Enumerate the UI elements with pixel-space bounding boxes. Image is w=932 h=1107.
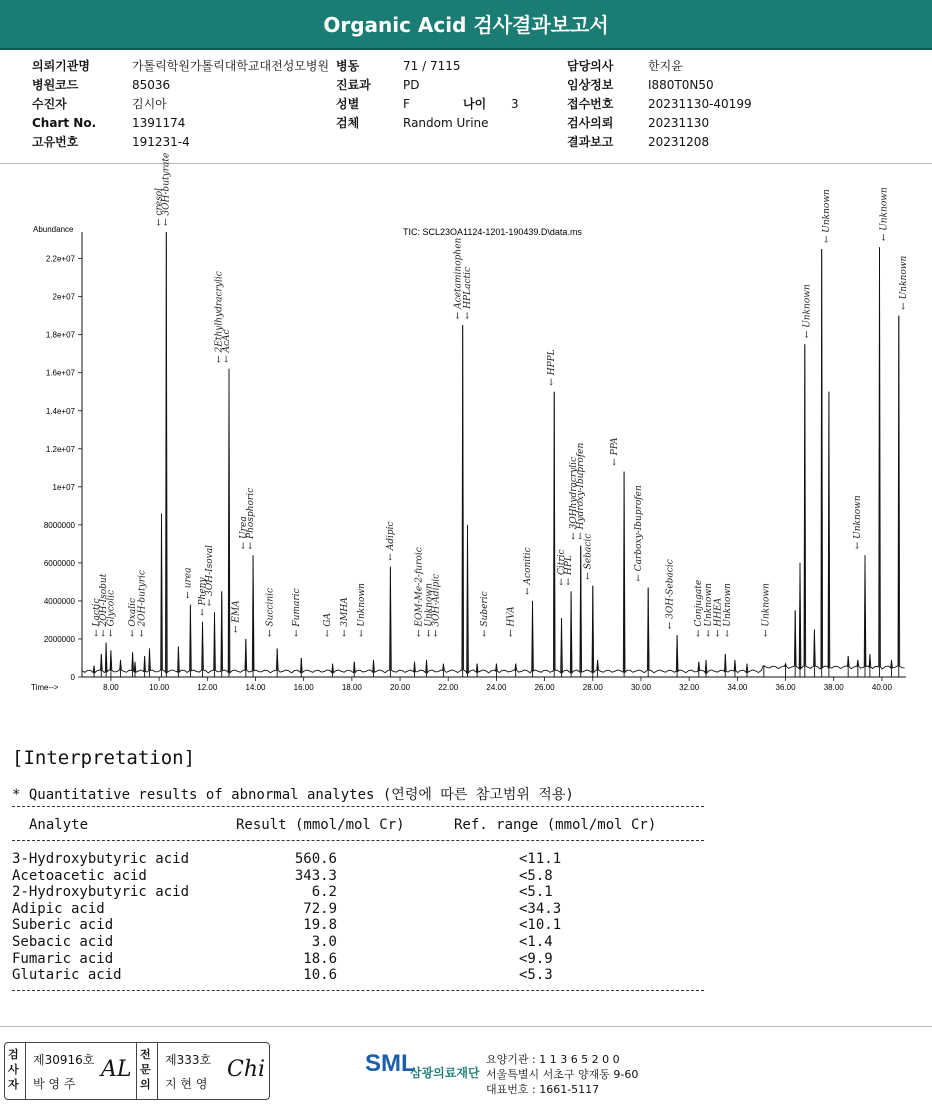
row-result: 560.6 — [294, 851, 337, 867]
report-title: Organic Acid 검사결과보고서 — [0, 0, 932, 50]
table-row — [12, 884, 712, 900]
peak-annotation: ← Oxalic — [128, 597, 138, 637]
peak-annotation: ← 3OH-Sebacic — [665, 559, 676, 630]
peak-annotation: ← HPPL — [547, 349, 558, 386]
x-tick-label: 8.00 — [103, 683, 119, 692]
x-tick-label: 22.00 — [438, 683, 459, 692]
row-ref-range: <34.3 — [519, 900, 562, 917]
table-header-rule — [12, 840, 704, 841]
x-tick-label: 32.00 — [679, 683, 700, 692]
value-age: 3 — [511, 96, 519, 111]
peak-annotation: ← Citric — [556, 549, 567, 586]
peak-annotation: ← 3OHhydracrylic — [568, 456, 579, 540]
row-ref-range: <5.3 — [519, 967, 553, 984]
x-tick-label: 20.00 — [390, 683, 411, 692]
peak-annotation: ← Succinic — [265, 587, 276, 637]
value-hospital-code: 85036 — [132, 77, 171, 92]
chromatogram-chart — [28, 152, 909, 700]
peak-annotation: ← 3MHA — [340, 597, 350, 637]
x-tick-label: 34.00 — [727, 683, 748, 692]
label-doctor: 담당의사 — [567, 59, 614, 73]
peak-annotation: ← Sebacic — [583, 533, 594, 580]
peak-annotation: ← Unknown — [879, 187, 890, 242]
specialist-signature: Chi — [227, 1057, 266, 1082]
chart-annotations — [92, 153, 909, 637]
peak-annotation: ← Unknown — [424, 583, 435, 638]
label-ward: 병동 — [336, 59, 360, 73]
label-age: 나이 — [463, 97, 487, 111]
peak-annotation: ← PPA — [609, 437, 620, 466]
x-tick-label: 10.00 — [149, 683, 170, 692]
peak-annotation: ← Unknown — [821, 189, 832, 244]
y-tick-label: 2e+07 — [52, 292, 75, 302]
x-axis-label: Time--> — [31, 683, 59, 692]
tester-label: 검사자 — [8, 1048, 19, 1091]
sig-divider-3 — [157, 1043, 158, 1099]
peak-annotation: ← Glycolic — [106, 589, 117, 637]
peak-annotation: ← Acetaminophen — [453, 237, 464, 320]
label-unique-no: 고유번호 — [32, 135, 79, 149]
table-bottom-rule — [12, 990, 704, 991]
row-analyte: Suberic acid — [12, 917, 114, 934]
peak-annotation: ← Unknown — [761, 583, 772, 638]
peak-annotation: ← Aconitic — [523, 547, 534, 595]
row-analyte: Fumaric acid — [12, 950, 114, 967]
peak-annotation: ← Unknown — [703, 583, 714, 637]
peak-annotation: ← Phosphoric — [246, 487, 257, 550]
x-tick-label: 38.00 — [823, 683, 844, 692]
peak-annotation: ← 2Ethylhydracrylic — [214, 271, 225, 363]
table-row — [12, 868, 712, 884]
col-analyte: Analyte — [29, 817, 89, 833]
peak-annotation: ← HPLactic — [462, 266, 473, 320]
x-tick-label: 30.00 — [630, 683, 651, 692]
contact-phone: 대표번호 : 1661-5117 — [486, 1083, 600, 1096]
peak-annotation: ← Lactic — [91, 598, 102, 637]
y-tick-label: 8000000 — [43, 520, 75, 530]
value-sex: F — [403, 96, 410, 111]
info-col-2 — [336, 56, 519, 132]
signature-box — [4, 1042, 270, 1100]
x-tick-label: 36.00 — [775, 683, 796, 692]
peak-annotation: ← HVA — [506, 606, 517, 638]
tester-license-no: 제30916호 — [33, 1053, 95, 1067]
row-ref-range: <9.9 — [519, 950, 553, 967]
sml-logo: SML — [365, 1050, 416, 1077]
peak-annotation: ← HHEA — [713, 597, 724, 638]
row-analyte: Sebacic acid — [12, 934, 114, 950]
peak-annotation: ← Pheny — [197, 577, 208, 616]
row-result: 6.2 — [311, 884, 337, 901]
table-row — [12, 934, 712, 950]
peak-annotation: ← Urea — [238, 516, 249, 550]
y-tick-label: 1.2e+07 — [45, 444, 75, 454]
peak-annotation: ← urea — [183, 567, 194, 599]
row-analyte: Adipic acid — [12, 900, 105, 917]
row-ref-range: <5.1 — [519, 884, 553, 901]
x-tick-label: 24.00 — [486, 683, 507, 692]
y-tick-label: 1.8e+07 — [45, 330, 75, 340]
row-ref-range: <1.4 — [519, 934, 553, 950]
peak-annotation: ← Unknown — [853, 495, 864, 550]
specialist-name: 지 현 영 — [165, 1077, 208, 1091]
label-sex: 성별 — [336, 97, 360, 111]
value-receipt-no: 20231130-40199 — [648, 96, 752, 111]
peak-annotation: ← 2OH-butyric — [137, 570, 148, 637]
peak-annotation: ← cresol — [154, 187, 165, 226]
row-ref-range: <11.1 — [519, 851, 562, 867]
peak-annotation: ← Unknown — [356, 583, 367, 638]
y-tick-label: 2000000 — [43, 634, 75, 644]
row-analyte: Acetoacetic acid — [12, 867, 147, 884]
label-institution: 의뢰기관명 — [32, 59, 90, 73]
table-row — [12, 851, 712, 867]
value-unique-no: 191231-4 — [132, 134, 190, 149]
peak-annotation: ← EOM-Me-2-furoic — [414, 547, 425, 637]
sig-divider-1 — [25, 1043, 26, 1099]
value-chart-no: 1391174 — [132, 115, 186, 130]
peak-annotation: ← 3OH-Isoval — [205, 544, 216, 607]
label-specimen: 검체 — [336, 116, 360, 130]
peak-annotation: ← 3OH-butyrate — [161, 152, 172, 226]
row-analyte: 2-Hydroxybutyric acid — [12, 884, 190, 901]
row-result: 18.6 — [303, 950, 337, 967]
tester-name: 박 영 주 — [33, 1077, 76, 1091]
y-tick-label: 4000000 — [43, 596, 75, 606]
peak-annotation: ← AcAc — [222, 329, 233, 363]
peak-annotation: ← 3OH-Adipic — [431, 573, 442, 638]
org-name: 삼광의료재단 — [410, 1066, 480, 1080]
contact-address: 서울특별시 서초구 양재동 9-60 — [486, 1068, 639, 1081]
peak-annotation: ← Hydroxy-Ibuprofen — [576, 442, 587, 540]
col-result: Result (mmol/mol Cr) — [236, 817, 405, 833]
row-result: 343.3 — [294, 867, 337, 884]
value-institution: 가톨릭학원가톨릭대학교대전성모병원 — [132, 59, 330, 73]
x-tick-label: 16.00 — [293, 683, 314, 692]
peak-annotation: ← Unknown — [723, 583, 734, 637]
contact-institution-no: 요양기관 : 1 1 3 6 5 2 0 0 — [486, 1053, 620, 1066]
label-receipt-no: 접수번호 — [567, 97, 614, 111]
value-department: PD — [403, 77, 420, 92]
x-tick-label: 26.00 — [534, 683, 555, 692]
col-ref-range: Ref. range (mmol/mol Cr) — [454, 817, 657, 833]
table-top-rule — [12, 806, 704, 807]
info-col-1 — [32, 56, 329, 151]
value-request-date: 20231130 — [648, 115, 710, 130]
specialist-label: 전문의 — [140, 1048, 151, 1091]
interpretation-subtitle: * Quantitative results of abnormal analytes (연령에 따른 참고범위 적용) — [12, 787, 574, 803]
peak-annotation: ← Carboxy-Ibuprofen — [634, 485, 645, 582]
value-clinical-info: I880T0N50 — [648, 77, 714, 92]
y-axis-label: Abundance — [33, 225, 74, 234]
y-tick-label: 2.2e+07 — [45, 254, 75, 264]
chart-title: TIC: SCL23OA1124-1201-190439.D\data.ms — [403, 227, 582, 237]
sig-divider-2 — [136, 1043, 137, 1099]
specialist-license-no: 제333호 — [165, 1053, 212, 1067]
label-request-date: 검사의뢰 — [567, 116, 614, 130]
value-ward: 71 / 7115 — [403, 58, 461, 73]
row-result: 72.9 — [303, 900, 337, 917]
value-patient: 김시아 — [132, 97, 167, 111]
peak-annotation: ← Adipic — [385, 521, 396, 561]
row-ref-range: <5.8 — [519, 867, 553, 884]
peak-annotation: ← 2OH-Isobut — [99, 573, 110, 637]
info-col-3 — [567, 56, 752, 151]
label-clinical-info: 임상정보 — [567, 78, 614, 92]
interpretation-title: [Interpretation] — [12, 747, 196, 769]
y-tick-label: 6000000 — [43, 558, 75, 568]
x-tick-label: 12.00 — [197, 683, 218, 692]
row-ref-range: <10.1 — [519, 917, 562, 934]
peak-annotation: ← Fumaric — [291, 588, 302, 637]
label-chart-no: Chart No. — [32, 115, 97, 130]
x-tick-label: 28.00 — [582, 683, 603, 692]
row-analyte: Glutaric acid — [12, 967, 122, 984]
y-tick-label: 0 — [70, 673, 75, 682]
table-row — [12, 901, 712, 917]
row-result: 3.0 — [311, 934, 337, 950]
x-tick-label: 40.00 — [871, 683, 892, 692]
peak-annotation: ← Unknown — [802, 284, 813, 339]
label-report-date: 결과보고 — [567, 135, 614, 149]
x-tick-label: 18.00 — [341, 683, 362, 692]
y-tick-label: 1e+07 — [52, 482, 75, 492]
table-row — [12, 967, 712, 983]
peak-annotation: ← EMA — [231, 600, 242, 633]
value-specimen: Random Urine — [403, 115, 489, 130]
y-tick-label: 1.6e+07 — [45, 368, 75, 378]
tester-signature: AL — [101, 1057, 132, 1082]
peak-annotation: ← Suberic — [479, 591, 490, 638]
label-department: 진료과 — [336, 78, 371, 92]
table-header — [12, 817, 712, 833]
peak-annotation: ← Unknown — [898, 255, 909, 310]
table-row — [12, 951, 712, 967]
info-divider — [0, 163, 932, 164]
table-row — [12, 917, 712, 933]
peak-annotation: ← Conjugate — [694, 579, 705, 637]
label-patient: 수진자 — [32, 97, 67, 111]
peak-annotation: ← HPL — [564, 555, 575, 586]
row-result: 19.8 — [303, 917, 337, 934]
x-tick-label: 14.00 — [245, 683, 266, 692]
label-hospital-code: 병원코드 — [32, 78, 79, 92]
row-result: 10.6 — [303, 967, 337, 984]
value-report-date: 20231208 — [648, 134, 710, 149]
y-tick-label: 1.4e+07 — [45, 406, 75, 416]
row-analyte: 3-Hydroxybutyric acid — [12, 851, 190, 867]
value-doctor: 한지윤 — [648, 59, 683, 73]
footer-divider — [0, 1026, 932, 1027]
peak-annotation: ← GA — [323, 612, 334, 638]
